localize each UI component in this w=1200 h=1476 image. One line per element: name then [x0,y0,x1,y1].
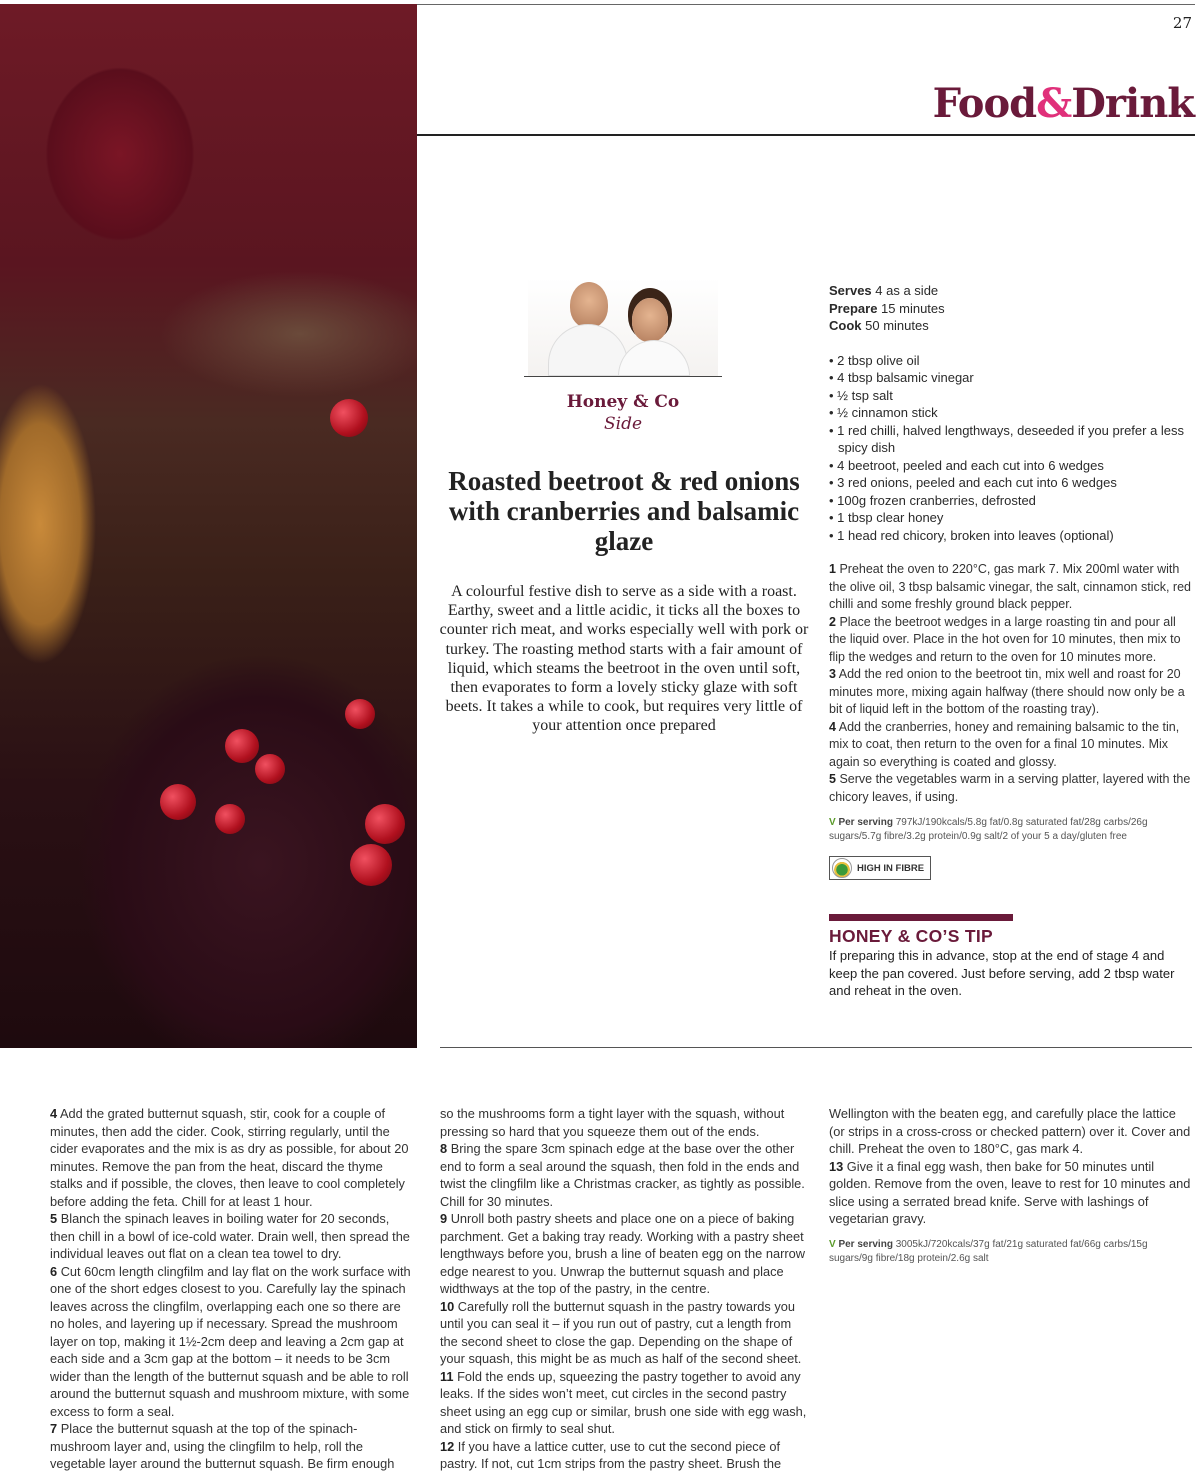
continuation-column-3-wrap [829,1105,1194,1266]
masthead-drink: Drink [1071,80,1194,127]
ingredient-text: 100g frozen cranberries, defrosted [837,492,1036,508]
ingredient-text: 1 tbsp clear honey [837,510,944,525]
author-rule [524,376,722,377]
bullet-icon: • [829,527,838,543]
ingredients-list [829,352,1194,545]
step-text: Place the beetroot wedges in a large roasting tin and pour all the liquid over. Place in the hot oven for 10 minutes, then mix to flip the wedges and return to the oven for 10 minutes more. [829,614,1181,664]
ingredient-item [829,474,1194,492]
step-number: 5 [829,772,836,786]
recipe-category: Side [603,414,643,434]
bullet-icon: • [829,510,838,525]
serves: Serves 4 as a side [829,283,939,298]
method-step [440,1298,810,1368]
vegetarian-icon: V [829,817,836,828]
step-number: 2 [829,614,836,629]
step-number: 10 [440,1298,455,1314]
top-rule [417,4,1195,5]
ingredient-text: ½ cinnamon stick [837,405,938,420]
continuation-column-3 [829,1105,1194,1228]
bullet-icon: • [829,387,838,403]
author-name: Honey & Co [566,392,680,412]
step-number: 6 [50,1263,58,1279]
wellington-nutrition-info: V Per serving 3005kJ/720kcals/37g fat/21g saturated fat/66g carbs/15g sugars/9g fibre/18g protein/2.6g salt [829,1238,1148,1264]
step-number: 5 [50,1211,58,1226]
method-step [440,1368,810,1438]
step-text: Unroll both pastry sheets and place one on a piece of baking parchment. Get a baking tray ready. Working with a pastry sheet lengthways before you, brush a line of beaten egg on the narrow edge nearest to you. Unwrap the butternut squash and place widthways at the top of the pastry, in the centre. [440,1211,805,1296]
bullet-icon: • [829,422,838,438]
ingredient-text: 1 head red chicory, broken into leaves (optional) [837,527,1114,543]
step-number: 7 [50,1421,58,1436]
method-step [440,1140,810,1210]
step-text: Add the grated butternut squash, stir, cook for a couple of minutes, then add the cider. Cook, stirring regularly, until the cider evaporates and the mix is as dry as possible, for about 20 minutes. Remove the pan from the heat, discard the thyme stalks and if possible, the cloves, then leave to cool completely before adding the feta. Chill for at least 1 hour. [50,1106,409,1209]
method-step [829,719,1194,772]
method-step [50,1105,415,1210]
continuation-column-1 [50,1105,415,1473]
masthead-ampersand: & [1036,80,1072,127]
fibre-leaf-icon [832,858,852,878]
masthead-food: Food [932,80,1037,127]
method-step [440,1105,810,1140]
ingredient-item [829,457,1194,475]
ingredient-item [829,492,1194,510]
method-step [50,1263,415,1421]
recipe-title: Roasted beetroot & red onions with cranberries and balsamic glaze [448,466,800,556]
ingredient-item [829,527,1194,545]
recipe-heading-column [434,466,814,736]
step-text: Cut 60cm length clingfilm and lay flat on the work surface with one of the short edges closest to you. Carefully lay the spinach leaves across the clingfilm, overlapping each one so there are no holes, and layering up if necessary. Spread the mushroom layer on top, making it 1½-2cm deep and leaving a 2cm gap at each side and a 3cm gap at the bottom – it needs to be 3cm wider than the length of the butternut squash and be able to roll around the butternut squash and mushroom mixture, with some excess to form a seal. [50,1263,411,1419]
method-step [829,561,1194,614]
step-text: Add the red onion to the beetroot tin, mix well and roast for 20 minutes more, mixing again halfway (there should now only be a bit of liquid left in the bottom of the roasting tray). [829,667,1185,716]
vegetarian-icon: V [829,1238,836,1250]
ingredient-item [829,509,1194,527]
method-step [50,1210,415,1263]
ingredient-item [829,369,1194,387]
author-byline [524,392,722,434]
method-step [829,666,1194,719]
method-steps [829,561,1194,806]
ingredient-text: 4 tbsp balsamic vinegar [837,370,974,385]
cook-time: Cook 50 minutes [829,318,929,333]
step-number: 11 [440,1368,454,1384]
step-text: Preheat the oven to 220°C, gas mark 7. Mix 200ml water with the olive oil, 3 tbsp balsamic vinegar, the salt, cinnamon stick, red chilli and some freshly ground black pepper. [829,562,1191,611]
prepare-time: Prepare 15 minutes [829,300,945,316]
bullet-icon: • [829,352,838,368]
method-step [50,1420,415,1473]
step-text: Give it a final egg wash, then bake for 50 minutes until golden. Remove from the oven, leave to rest for 10 minutes and slice using a serrated bread knife. Serve with lashings of vegetarian gravy. [829,1158,1191,1226]
step-number: 3 [829,667,836,681]
ingredient-text: 3 red onions, peeled and each cut into 6 wedges [837,475,1117,490]
step-text: Place the butternut squash at the top of the spinach-mushroom layer and, using the clingfilm to help, roll the vegetable layer around the butternut squash. Be firm enough [50,1421,395,1471]
step-text: If you have a lattice cutter, use to cut the second piece of pastry. If not, cut 1cm strips from the pastry sheet. Brush the [440,1438,782,1471]
method-step [440,1210,810,1298]
bullet-icon: • [829,405,838,420]
method-step [829,771,1194,806]
header-rule [417,134,1195,136]
ingredient-item [829,404,1194,422]
step-number: 12 [440,1438,455,1454]
step-text: Carefully roll the butternut squash in the pastry towards you until you can seal it – if you run out of pastry, cut a length from the second sheet to close the gap. Depending on the shape of your squash, this might be as much as half of the second sheet. [440,1298,802,1366]
tip-heading: HONEY & CO’S TIP [829,926,993,946]
step-text: Fold the ends up, squeezing the pastry together to avoid any leaks. If the sides won’t meet, cut circles in the second pastry sheet using an egg cup or similar, brush one side with egg wash, and stick on firmly to seal shut. [440,1368,807,1436]
bullet-icon: • [829,457,838,473]
section-masthead [933,80,1194,127]
continuation-column-2 [440,1105,810,1473]
step-number: 8 [440,1141,448,1156]
recipe-details-column [829,282,1194,1000]
ingredient-text: 2 tbsp olive oil [837,352,920,368]
step-text: Serve the vegetables warm in a serving platter, layered with the chicory leaves, if using. [829,772,1191,804]
step-text: so the mushrooms form a tight layer with the squash, without pressing so hard that you squeeze them out of the ends. [440,1106,785,1139]
step-number: 4 [50,1106,58,1121]
bullet-icon: • [829,475,838,490]
ingredient-item [829,422,1194,457]
step-text: Wellington with the beaten egg, and carefully place the lattice (or strips in a cross-cross or checked pattern) over it. Cover and chill. Preheat the oven to 180°C, gas mark 4. [829,1106,1191,1156]
tip-bar [829,914,1013,921]
method-step [829,1105,1194,1158]
ingredient-text: 4 beetroot, peeled and each cut into 6 wedges [837,457,1104,473]
tip-text: If preparing this in advance, stop at the end of stage 4 and keep the pan covered. Just before serving, add 2 tbsp water and reheat in the oven. [829,948,1175,998]
recipe-meta [829,282,1194,335]
recipe-photo [0,4,417,1048]
author-photo [528,278,718,376]
high-in-fibre-badge: HIGH IN FIBRE [829,856,931,880]
ingredient-text: 1 red chilli, halved lengthways, deseeded if you prefer a less spicy dish [837,422,1185,455]
step-number: 13 [829,1158,844,1174]
section-rule [440,1047,1192,1048]
ingredient-item [829,387,1194,405]
method-step [829,614,1194,667]
ingredient-item [829,352,1194,370]
nutrition-info: V Per serving 797kJ/190kcals/5.8g fat/0.8g saturated fat/28g carbs/26g sugars/5.7g fibre/3.2g protein/0.9g salt/2 of your 5 a day/gluten free [829,817,1148,842]
step-text: Add the cranberries, honey and remaining balsamic to the tin, mix to coat, then return to the oven for a final 10 minutes. Mix again so everything is coated and glossy. [829,719,1180,769]
method-step [829,1158,1194,1228]
bullet-icon: • [829,492,838,508]
ingredient-text: ½ tsp salt [837,387,893,403]
step-number: 1 [829,562,836,576]
step-text: Bring the spare 3cm spinach edge at the base over the other end to form a seal around the squash, then fold in the ends and twist the clingfilm like a Christmas cracker, as tightly as possible. Chill for 30 minutes. [440,1141,805,1209]
step-number: 4 [829,719,836,734]
method-step [440,1438,810,1473]
bullet-icon: • [829,370,838,385]
page-number: 27 [1172,14,1192,32]
recipe-intro: A colourful festive dish to serve as a side with a roast. Earthy, sweet and a little acidic, it ticks all the boxes to counter rich meat, and works especially well with pork or turkey. The roasting method starts with a fair amount of liquid, which steams the beetroot in the oven until soft, then evaporates to form a lovely sticky glaze with soft beets. It takes a while to cook, but requires very little of your attention once prepared [439,583,809,735]
step-number: 9 [440,1211,448,1226]
step-text: Blanch the spinach leaves in boiling water for 20 seconds, then chill in a bowl of ice-cold water. Drain well, then spread the individual leaves out flat on a clean tea towel to dry. [50,1211,410,1261]
